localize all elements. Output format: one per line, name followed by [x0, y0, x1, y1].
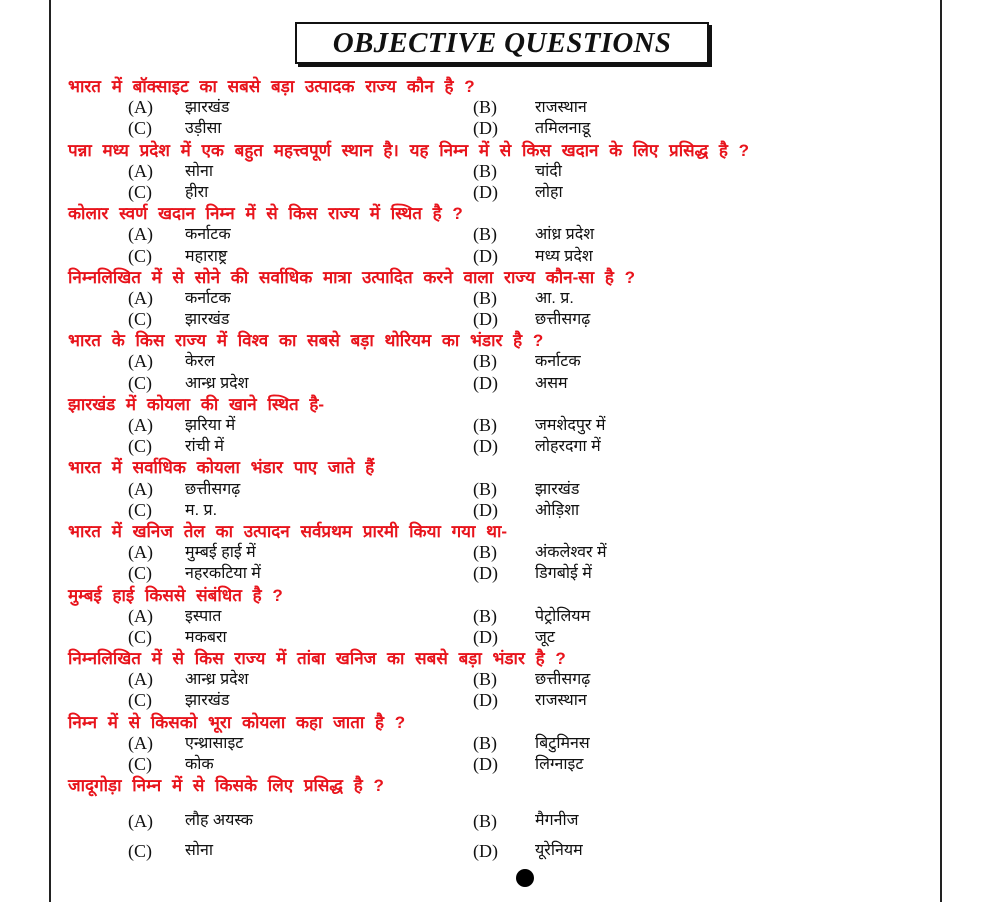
option-label-c: (C) — [128, 754, 152, 774]
option-c: उड़ीसा — [185, 120, 222, 138]
option-row — [68, 669, 928, 690]
option-label-b: (B) — [473, 287, 497, 308]
option-d: लिग्नाइट — [535, 756, 584, 773]
question-text: निम्नलिखित में से सोने की सर्वाधिक मात्रा उत्पादित करने वाला राज्य कौन-सा है ? — [68, 267, 635, 287]
question-block — [68, 712, 928, 776]
option-label-b: (B) — [473, 351, 497, 372]
option-label-b: (B) — [473, 732, 497, 753]
option-b: छत्तीसगढ़ — [535, 671, 591, 689]
option-row — [68, 118, 928, 139]
option-a: लौह अयस्क — [185, 812, 253, 830]
option-row — [68, 542, 928, 563]
option-label-d: (D) — [473, 626, 498, 647]
option-label-a: (A) — [128, 351, 153, 372]
question-text: भारत में बॉक्साइट का सबसे बड़ा उत्पादक राज्य कौन है ? — [68, 77, 475, 96]
option-d: लोहरदगा में — [535, 438, 601, 456]
option-label-b: (B) — [473, 97, 497, 118]
option-d: जूट — [535, 628, 555, 646]
option-row — [68, 733, 928, 754]
option-row — [68, 754, 928, 775]
option-label-a: (A) — [128, 97, 153, 118]
option-label-a: (A) — [128, 542, 153, 563]
question-block — [68, 457, 928, 521]
option-label-c: (C) — [128, 626, 152, 647]
option-row — [68, 606, 928, 627]
option-label-d: (D) — [473, 436, 498, 457]
question-block — [68, 140, 928, 204]
question-list — [68, 76, 928, 866]
option-label-a: (A) — [128, 478, 153, 499]
option-c: कोक — [185, 756, 214, 773]
option-a: झरिया में — [185, 417, 236, 434]
option-a: कर्नाटक — [185, 289, 231, 307]
option-a: सोना — [185, 162, 213, 180]
option-c: आन्ध्र प्रदेश — [185, 374, 249, 392]
question-block — [68, 267, 928, 331]
option-b: अंकलेश्वर में — [535, 544, 607, 562]
question-text: पन्ना मध्य प्रदेश में एक बहुत महत्त्वपूर्ण स्थान है। यह निम्न में से किस खदान के लिए प्रसिद्ध है ? — [68, 140, 750, 160]
option-d: डिगबोई में — [535, 565, 592, 583]
option-b: मैगनीज — [535, 812, 579, 830]
option-d: मध्य प्रदेश — [535, 247, 593, 265]
option-label-b: (B) — [473, 224, 497, 245]
option-row — [68, 563, 928, 584]
option-label-b: (B) — [473, 605, 497, 626]
option-row — [68, 836, 928, 866]
option-label-a: (A) — [128, 287, 153, 308]
page-left-border — [49, 0, 51, 902]
question-text: मुम्बई हाई किससे संबंधित है ? — [68, 585, 283, 605]
option-row — [68, 246, 928, 267]
option-a: केरल — [185, 353, 215, 371]
option-b: राजस्थान — [535, 99, 587, 117]
option-d: यूरेनियम — [535, 842, 583, 860]
option-b: चांदी — [535, 162, 562, 180]
option-d: असम — [535, 374, 568, 392]
question-text: भारत में सर्वाधिक कोयला भंडार पाए जाते हैं — [68, 458, 375, 478]
option-row — [68, 479, 928, 500]
question-block — [68, 521, 928, 585]
option-a: मुम्बई हाई में — [185, 544, 256, 562]
option-b: आ. प्र. — [535, 289, 574, 307]
option-label-d: (D) — [473, 563, 498, 584]
option-c: मकबरा — [185, 628, 227, 646]
option-label-c: (C) — [128, 499, 152, 520]
option-d: तमिलनाडू — [535, 120, 591, 138]
option-a: एन्थ्रासाइट — [185, 734, 244, 752]
question-block — [68, 394, 928, 458]
option-row — [68, 161, 928, 182]
option-d: छत्तीसगढ़ — [535, 311, 591, 329]
option-label-c: (C) — [128, 436, 152, 457]
option-a: इस्पात — [185, 607, 222, 625]
option-row — [68, 627, 928, 648]
option-row — [68, 351, 928, 372]
option-row — [68, 415, 928, 436]
option-d: राजस्थान — [535, 692, 587, 710]
title-box — [295, 22, 709, 64]
option-row — [68, 436, 928, 457]
question-text: झारखंड में कोयला की खाने स्थित है- — [68, 394, 325, 414]
option-row — [68, 373, 928, 394]
option-label-b: (B) — [473, 811, 497, 832]
option-label-d: (D) — [473, 754, 498, 774]
option-row — [68, 288, 928, 309]
question-text: भारत में खनिज तेल का उत्पादन सर्वप्रथम प्रारमी किया गया था- — [68, 521, 508, 541]
option-label-b: (B) — [473, 542, 497, 563]
option-row — [68, 182, 928, 203]
option-label-b: (B) — [473, 415, 497, 435]
option-row — [68, 500, 928, 521]
option-c: महाराष्ट्र — [185, 247, 228, 265]
option-row — [68, 309, 928, 330]
option-label-c: (C) — [128, 690, 152, 711]
option-label-c: (C) — [128, 841, 152, 862]
question-text: भारत के किस राज्य में विश्व का सबसे बड़ा थोरियम का भंडार है ? — [68, 331, 544, 351]
option-label-d: (D) — [473, 245, 498, 266]
option-label-b: (B) — [473, 160, 497, 181]
option-b: कर्नाटक — [535, 353, 581, 371]
page-right-border — [940, 0, 942, 902]
option-b: पेट्रोलियम — [535, 607, 591, 625]
question-block — [68, 203, 928, 267]
option-label-a: (A) — [128, 415, 153, 435]
page-bullet-dot — [516, 869, 534, 887]
option-label-c: (C) — [128, 118, 152, 139]
option-label-d: (D) — [473, 309, 498, 330]
option-a: कर्नाटक — [185, 226, 231, 244]
option-label-c: (C) — [128, 309, 152, 330]
option-d: लोहा — [535, 183, 563, 201]
option-label-d: (D) — [473, 690, 498, 711]
option-label-d: (D) — [473, 118, 498, 139]
question-text: कोलार स्वर्ण खदान निम्न में से किस राज्य में स्थित है ? — [68, 204, 463, 224]
question-text: जादूगोड़ा निम्न में से किसके लिए प्रसिद्ध है ? — [68, 776, 384, 796]
option-label-a: (A) — [128, 605, 153, 626]
option-label-a: (A) — [128, 669, 153, 690]
option-c: म. प्र. — [185, 501, 218, 519]
question-text: निम्न में से किसको भूरा कोयला कहा जाता है ? — [68, 712, 406, 732]
option-b: झारखंड — [535, 480, 580, 498]
option-label-a: (A) — [128, 224, 153, 245]
option-row — [68, 97, 928, 118]
option-c: हीरा — [185, 183, 209, 201]
question-block — [68, 648, 928, 712]
option-c: झारखंड — [185, 692, 230, 710]
option-d: ओड़िशा — [535, 501, 580, 519]
option-label-a: (A) — [128, 160, 153, 181]
option-b: आंध्र प्रदेश — [535, 226, 595, 244]
option-a: झारखंड — [185, 99, 230, 117]
question-block — [68, 330, 928, 394]
option-row — [68, 224, 928, 245]
option-a: आन्ध्र प्रदेश — [185, 671, 249, 689]
option-row — [68, 806, 928, 836]
option-c: सोना — [185, 842, 213, 860]
option-c: झारखंड — [185, 311, 230, 329]
question-block — [68, 76, 928, 140]
option-label-c: (C) — [128, 563, 152, 584]
option-c: रांची में — [185, 438, 225, 456]
option-label-d: (D) — [473, 499, 498, 520]
question-text: निम्नलिखित में से किस राज्य में तांबा खनिज का सबसे बड़ा भंडार है ? — [68, 649, 566, 669]
option-a: छत्तीसगढ़ — [185, 480, 241, 498]
page-title: OBJECTIVE QUESTIONS — [332, 27, 672, 59]
option-c: नहरकटिया में — [185, 565, 261, 583]
question-block — [68, 775, 928, 866]
option-label-c: (C) — [128, 181, 152, 202]
option-label-a: (A) — [128, 811, 153, 832]
option-b: जमशेदपुर में — [535, 417, 606, 434]
option-label-b: (B) — [473, 669, 497, 690]
option-label-d: (D) — [473, 372, 498, 393]
option-label-d: (D) — [473, 841, 498, 862]
option-label-c: (C) — [128, 245, 152, 266]
option-b: बिटुमिनस — [535, 734, 590, 752]
option-label-b: (B) — [473, 478, 497, 499]
option-label-a: (A) — [128, 732, 153, 753]
option-label-d: (D) — [473, 181, 498, 202]
option-label-c: (C) — [128, 372, 152, 393]
option-row — [68, 690, 928, 711]
question-block — [68, 585, 928, 649]
